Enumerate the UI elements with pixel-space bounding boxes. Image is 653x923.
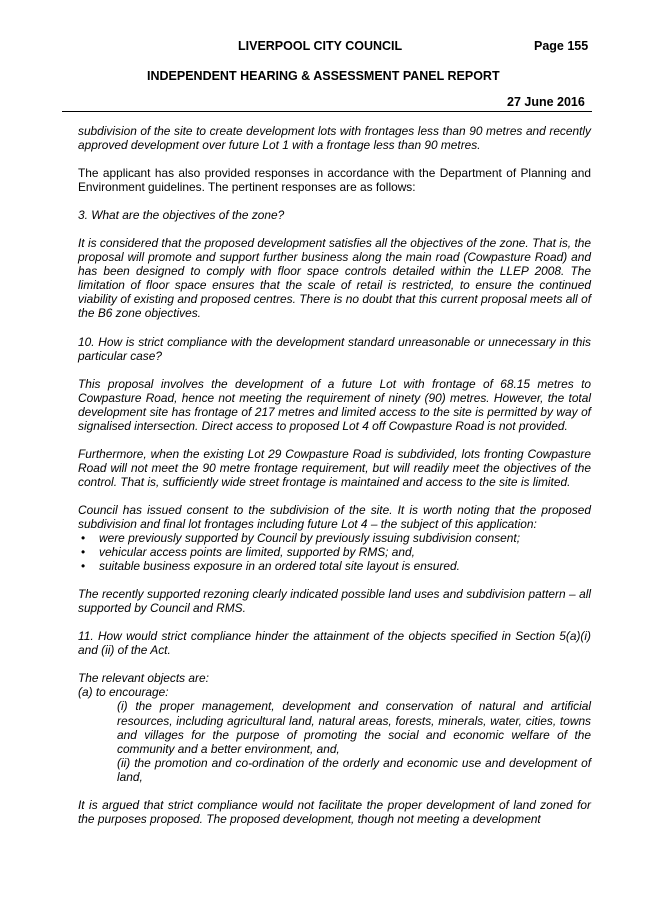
question-10: 10. How is strict compliance with the development standard unreasonable or unnecessary in this particular case? <box>78 334 591 363</box>
report-title: INDEPENDENT HEARING & ASSESSMENT PANEL REPORT <box>147 69 500 83</box>
question-3: 3. What are the objectives of the zone? <box>78 208 285 223</box>
list-item-text: were previously supported by Council by previously issuing subdivision consent; <box>99 531 521 546</box>
object-i: (i) the proper management, development and conservation of natural and artificial resources, including agricultural land, natural areas, forests, minerals, water, cities, towns and villages for the purpose of promoting the social and economic welfare of the community and a better environment, and, <box>117 699 591 756</box>
list-item <box>78 559 591 573</box>
report-date: 27 June 2016 <box>507 95 585 109</box>
objects-intro: The relevant objects are: <box>78 671 209 686</box>
council-name: LIVERPOOL CITY COUNCIL <box>238 39 403 53</box>
bullet-list <box>78 531 591 573</box>
answer-10-part-2: Furthermore, when the existing Lot 29 Cowpasture Road is subdivided, lots fronting Cowpasture Road will not meet the 90 metre frontage requirement, but will readily meet the objectives of the control. That is, sufficiently wide street frontage is maintained and access to the site is limited. <box>78 446 591 489</box>
answer-3: It is considered that the proposed development satisfies all the objectives of the zone. That is, the proposal will promote and support further business along the main road (Cowpasture Road) and has been designed to comply with floor space controls detailed within the LLEP 2008. The limitation of floor space ensures that the scale of retail is restricted, to ensure the continued viability of existing and proposed centres. There is no doubt that this current proposal meets all of the B6 zone objectives. <box>78 236 591 321</box>
header-divider <box>62 111 592 112</box>
objects-list <box>117 699 591 783</box>
list-item <box>78 545 591 559</box>
list-item-text: vehicular access points are limited, supported by RMS; and, <box>99 545 415 560</box>
paragraph-continuation: subdivision of the site to create development lots with frontages less than 90 metres and recently approved development over future Lot 1 with a frontage less than 90 metres. <box>78 124 591 153</box>
bullet-icon: • <box>81 531 86 546</box>
answer-11: It is argued that strict compliance would not facilitate the proper development of land zoned for the purposes proposed. The proposed development, though not meeting a development <box>78 797 591 826</box>
objects-a: (a) to encourage: <box>78 685 169 700</box>
answer-10-part-3: Council has issued consent to the subdivision of the site. It is worth noting that the proposed subdivision and final lot frontages including future Lot 4 – the subject of this application: <box>78 502 591 531</box>
answer-10-part-1: This proposal involves the development of a future Lot with frontage of 68.15 metres to Cowpasture Road, hence not meeting the requirement of ninety (90) metres. However, the total development site has frontage of 217 metres and limited access to the site is permitted by way of signalised intersection. Direct access to proposed Lot 4 off Cowpasture Road is not provided. <box>78 376 591 433</box>
question-11: 11. How would strict compliance hinder the attainment of the objects specified in Section 5(a)(i) and (ii) of the Act. <box>78 629 591 658</box>
object-ii: (ii) the promotion and co-ordination of the orderly and economic use and development of land, <box>117 755 591 784</box>
list-item-text: suitable business exposure in an ordered total site layout is ensured. <box>99 559 460 574</box>
bullet-icon: • <box>81 545 86 560</box>
answer-10-part-4: The recently supported rezoning clearly indicated possible land uses and subdivision pattern – all supported by Council and RMS. <box>78 587 591 616</box>
report-body <box>78 124 591 840</box>
list-item <box>78 531 591 545</box>
page-number: Page 155 <box>534 39 589 53</box>
bullet-icon: • <box>81 559 86 574</box>
paragraph-applicant-responses: The applicant has also provided responses in accordance with the Department of Planning and Environment guidelines. The pertinent responses are as follows: <box>78 166 591 195</box>
